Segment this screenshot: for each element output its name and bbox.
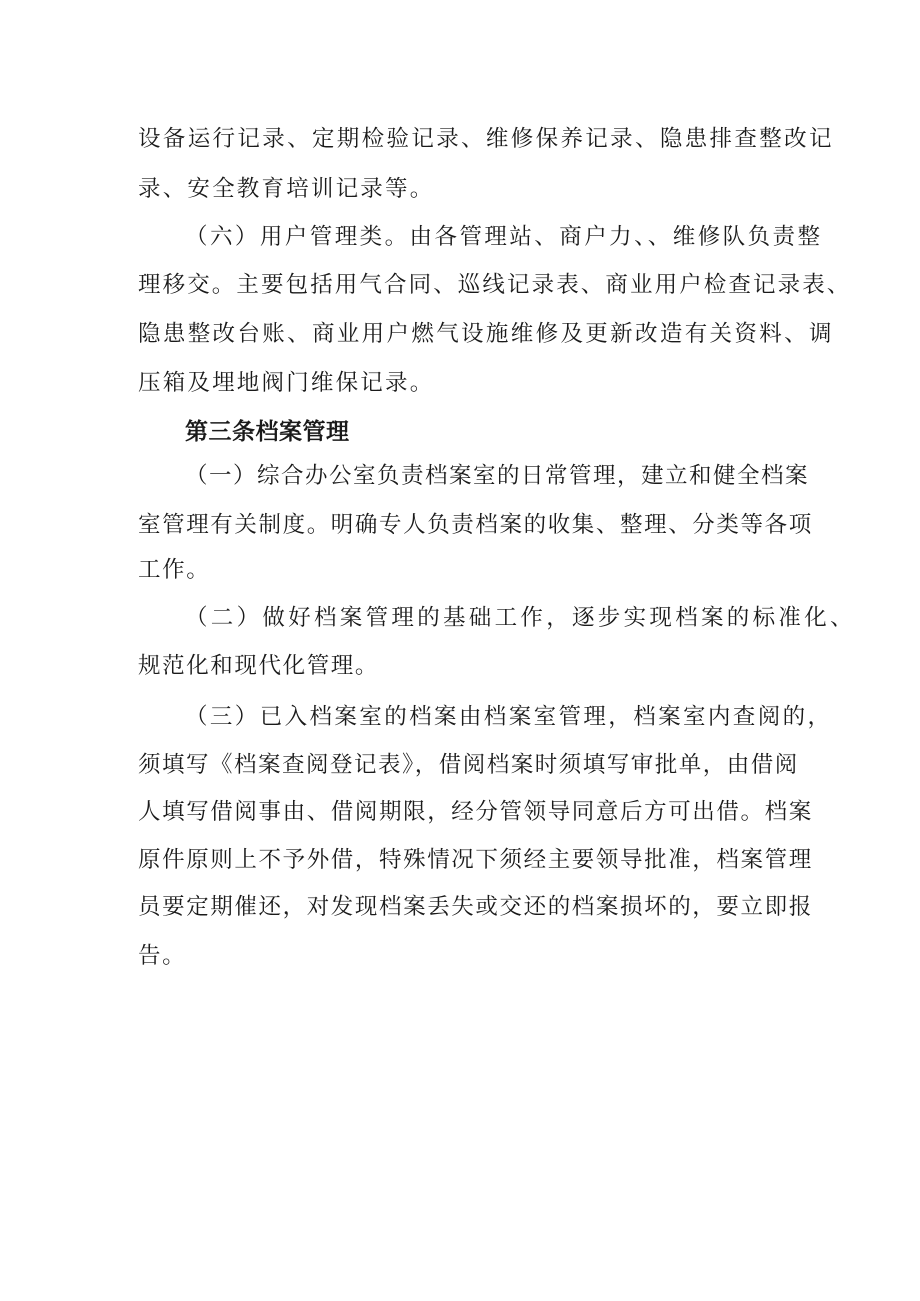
paragraph-line: 规范化和现代化管理。	[138, 653, 380, 679]
paragraph-line: 理移交。主要包括用气合同、巡线记录表、商业用户检查记录表、	[138, 272, 852, 298]
paragraph-line: 须填写《档案查阅登记表》，借阅档案时须填写审批单，由借阅	[138, 752, 799, 778]
paragraph-line: 人填写借阅事由、借阅期限，经分管领导同意后方可出借。档案	[138, 799, 813, 825]
section-heading: 第三条档案管理	[185, 419, 350, 445]
paragraph-line: （一）综合办公室负责档案室的日常管理，建立和健全档案	[185, 463, 810, 489]
paragraph-line: 设备运行记录、定期检验记录、维修保养记录、隐患排查整改记	[138, 126, 834, 152]
paragraph-line: 告。	[138, 943, 187, 969]
paragraph-line: （二）做好档案管理的基础工作，逐步实现档案的标准化、	[185, 605, 856, 631]
paragraph-line: 员要定期催还，对发现档案丢失或交还的档案损坏的，要立即报	[138, 894, 813, 920]
paragraph-line: 原件原则上不予外借，特殊情况下须经主要领导批准，档案管理	[138, 847, 813, 873]
paragraph-line: 工作。	[138, 557, 211, 583]
paragraph-line: 隐患整改台账、商业用户燃气设施维修及更新改造有关资料、调	[138, 321, 834, 347]
paragraph-line: 室管理有关制度。明确专人负责档案的收集、整理、分类等各项	[138, 512, 813, 538]
paragraph-line: （六）用户管理类。由各管理站、商户力、、维修队负责整	[185, 224, 823, 250]
paragraph-line: 录、安全教育培训记录等。	[138, 176, 435, 202]
paragraph-line: （三）已入档案室的档案由档案室管理，档案室内查阅的，	[185, 704, 833, 730]
paragraph-line: 压箱及埋地阀门维保记录。	[138, 370, 435, 396]
